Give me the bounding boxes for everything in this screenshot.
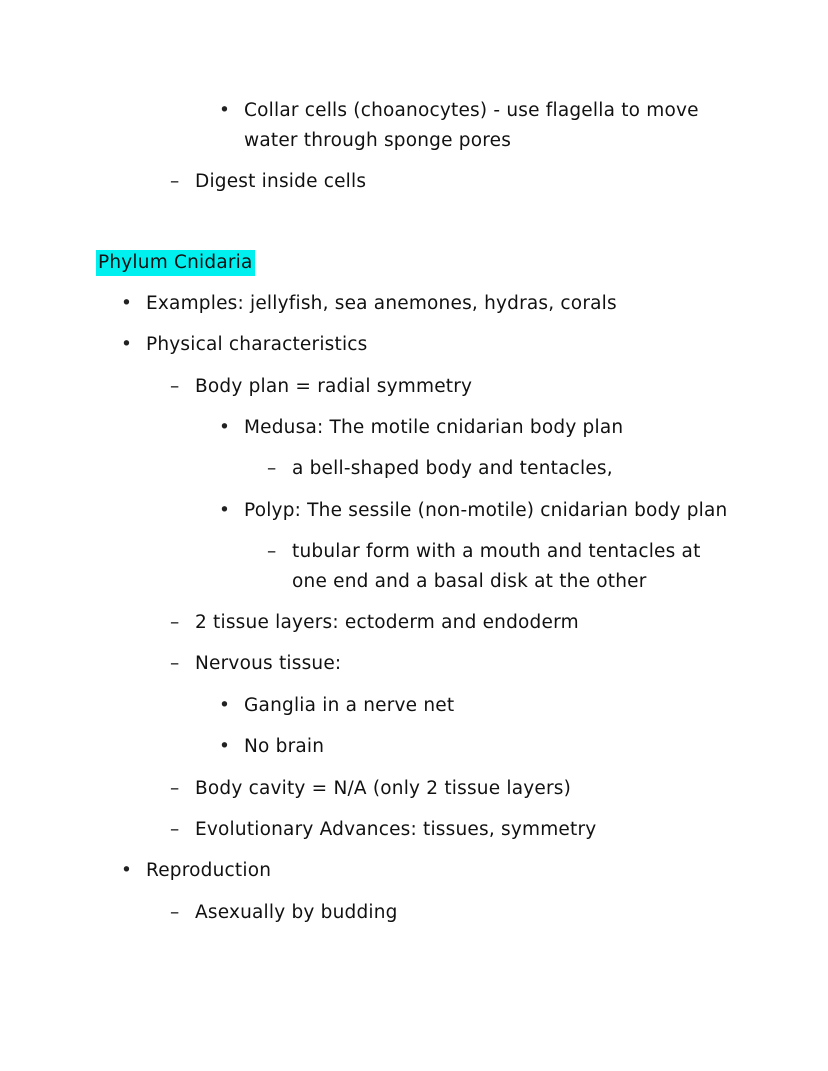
section-heading [96,248,255,278]
list-item-medusa-desc: a bell-shaped body and tentacles, [292,458,613,479]
bullet-icon: • [121,334,133,355]
list-item-ganglia: Ganglia in a nerve net [244,695,455,716]
list-item-physical: Physical characteristics [146,334,368,355]
list-item-evolutionary: Evolutionary Advances: tissues, symmetry [195,819,597,840]
dash-icon: – [267,541,277,562]
bullet-icon: • [121,860,133,881]
list-item-digest: Digest inside cells [195,171,367,192]
list-item-body-cavity: Body cavity = N/A (only 2 tissue layers) [195,778,572,799]
list-item-medusa: Medusa: The motile cnidarian body plan [244,417,624,438]
bullet-icon: • [219,736,231,757]
heading-highlight: Phylum Cnidaria [96,250,255,276]
list-item-collar-cells: Collar cells (choanocytes) - use flagella to move [244,100,699,121]
list-item-polyp-desc-cont: one end and a basal disk at the other [292,571,647,592]
list-item-examples: Examples: jellyfish, sea anemones, hydras, corals [146,293,617,314]
dash-icon: – [267,458,277,479]
bullet-icon: • [219,695,231,716]
dash-icon: – [170,902,180,923]
list-item-no-brain: No brain [244,736,325,757]
list-item-tissue-layers: 2 tissue layers: ectoderm and endoderm [195,612,579,633]
bullet-icon: • [219,500,231,521]
list-item-polyp-desc: tubular form with a mouth and tentacles at [292,541,701,562]
bullet-icon: • [219,100,231,121]
dash-icon: – [170,778,180,799]
bullet-icon: • [121,293,133,314]
dash-icon: – [170,612,180,633]
list-item-reproduction: Reproduction [146,860,272,881]
list-item-polyp: Polyp: The sessile (non-motile) cnidarian body plan [244,500,728,521]
list-item-asexual: Asexually by budding [195,902,398,923]
dash-icon: – [170,171,180,192]
list-item-nervous: Nervous tissue: [195,653,342,674]
bullet-icon: • [219,417,231,438]
dash-icon: – [170,819,180,840]
list-item-body-plan: Body plan = radial symmetry [195,376,473,397]
list-item-collar-cells-cont: water through sponge pores [244,130,512,151]
dash-icon: – [170,653,180,674]
dash-icon: – [170,376,180,397]
